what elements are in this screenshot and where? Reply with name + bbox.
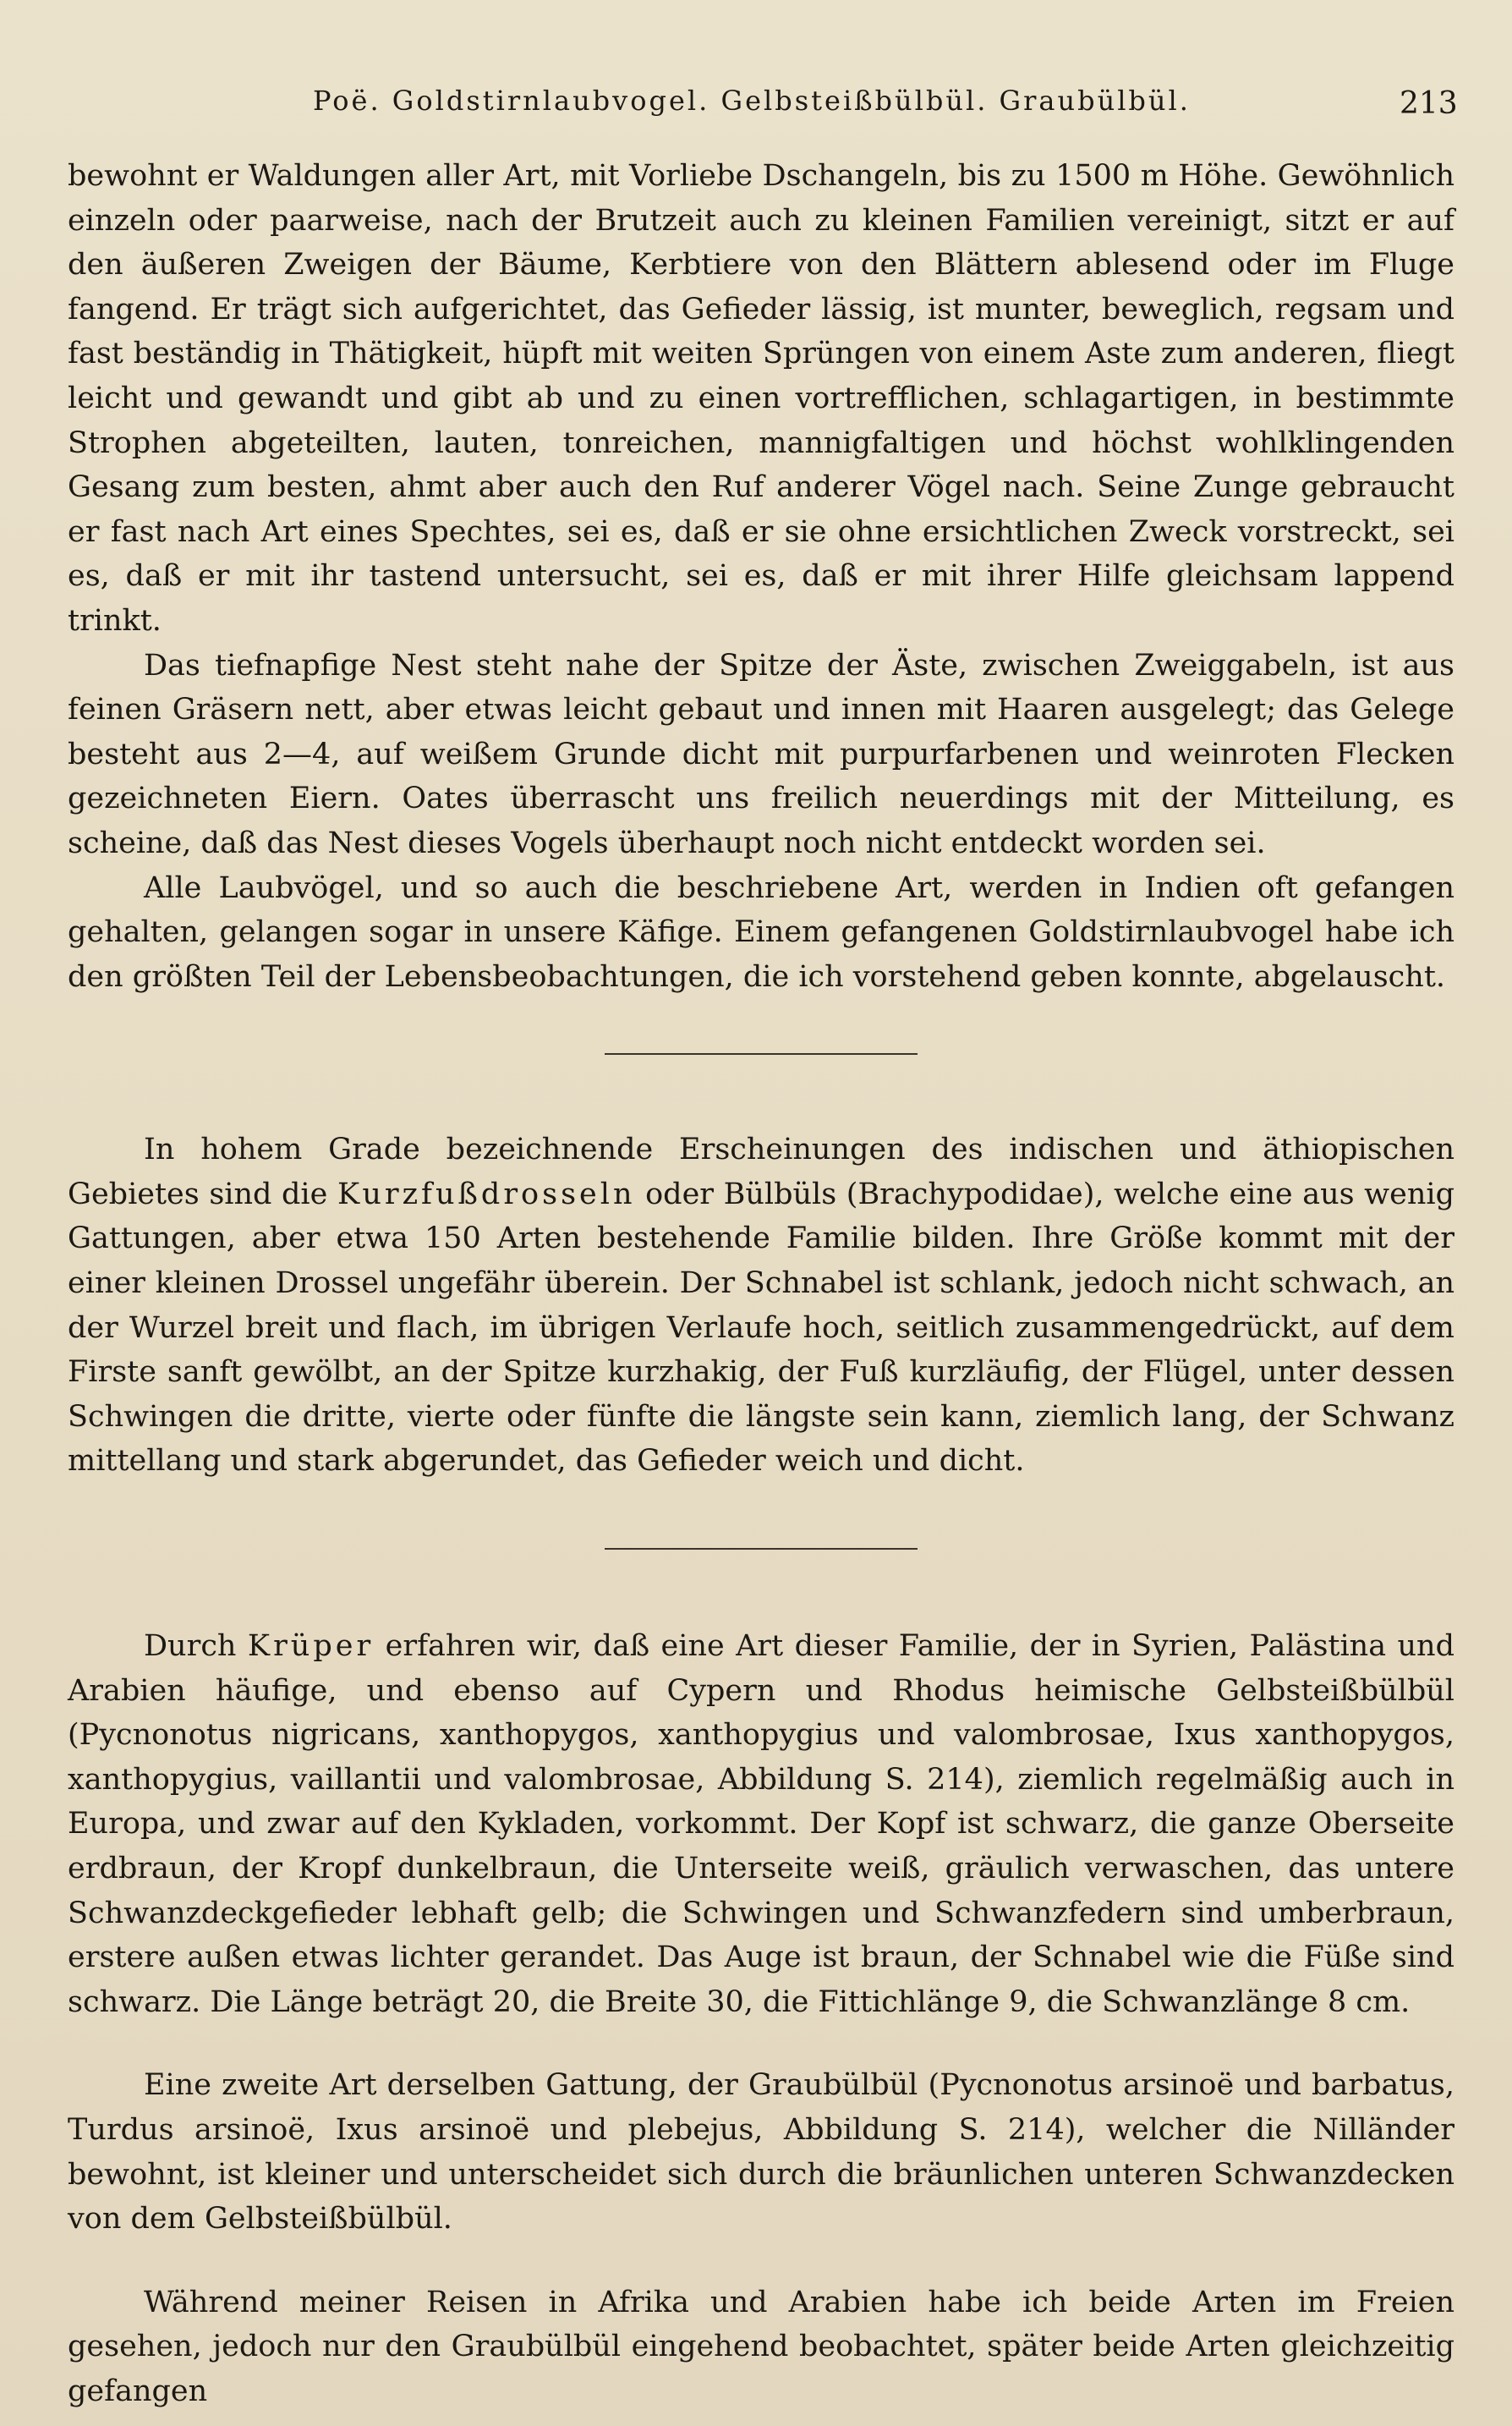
paragraph-continued: bewohnt er Waldungen aller Art, mit Vorliebe Dschangeln, bis zu 1500 m Höhe. Gewöhnlich einzeln oder paarweise, nach der Brutzeit auch zu kleinen Familien vereinigt, sitzt er auf den äußeren Zweigen der Bäume, Kerbtiere von den Blättern ablesend oder im Fluge fangend. Er trägt sich aufgerichtet, das Gefieder lässig, ist munter, beweglich, regsam und fast beständig in Thätigkeit, hüpft mit weiten Sprüngen von einem Aste zum anderen, fliegt leicht und gewandt und gibt ab und zu einen vortrefflichen, schlagartigen, in bestimmte Strophen abgeteilten, lauten, tonreichen, mannigfaltigen und höchst wohlklingenden Gesang zum besten, ahmt aber auch den Ruf anderer Vögel nach. Seine Zunge gebraucht er fast nach Art eines Spechtes, sei es, daß er sie ohne ersichtlichen Zweck vorstreckt, sei es, daß er mit ihr tastend untersucht, sei es, daß er mit ihrer Hilfe gleichsam lappend trinkt. [68, 159, 1454, 638]
paragraph-gelbsteissbuelbuel [68, 1624, 1454, 2024]
section-separator [605, 1548, 918, 1550]
page-number: 213 [1400, 86, 1458, 121]
paragraph-captivity: Alle Laubvögel, und so auch die beschriebene Art, werden in Indien oft gefangen gehalten, gelangen sogar in unsere Käfige. Einem gefangenen Goldstirnlaubvogel habe ich den größten Teil der Lebensbeobachtungen, die ich vorstehend geben konnte, abgelauscht. [68, 870, 1454, 994]
spaced-name: Krüper [247, 1629, 375, 1664]
running-title: Poë. Goldstirnlaubvogel. Gelbsteißbülbül. Graubülbül. [313, 85, 1191, 117]
paragraph-graubuelbuel: Eine zweite Art derselben Gattung, der Graubülbül (Pycnonotus arsinoë und barbatus, Turdus arsinoë, Ixus arsinoë und plebejus, Abbildung S. 214), welcher die Nilländer bewohnt, ist kleiner und unterscheidet sich durch die bräunlichen unteren Schwanzdecken von dem Gelbsteißbülbül. [68, 2068, 1454, 2237]
body-text [68, 154, 1454, 2414]
paragraph-nest: Das tiefnapfige Nest steht nahe der Spitze der Äste, zwischen Zweiggabeln, ist aus feinen Gräsern nett, aber etwas leicht gebaut und innen mit Haaren ausgelegt; das Gelege besteht aus 2—4, auf weißem Grunde dicht mit purpurfarbenen und weinroten Flecken gezeichneten Eiern. Oates überrascht uns freilich neuerdings mit der Mitteilung, es scheine, daß das Nest dieses Vogels überhaupt noch nicht entdeckt worden sei. [68, 648, 1454, 860]
spaced-term: Kurzfußdrosseln [337, 1177, 636, 1211]
text-run: In hohem Grade bezeichnende Erscheinungen des indischen und äthiopischen Gebietes sind die [68, 1133, 1454, 1211]
paragraph-family-description [68, 1128, 1454, 1484]
text-run: oder Bülbüls (Brachypodidae), welche eine aus wenig Gattungen, aber etwa 150 Arten bestehende Familie bilden. Ihre Größe kommt mit der einer kleinen Drossel ungefähr überein. Der Schnabel ist schlank, jedoch nicht schwach, an der Wurzel breit und flach, im übrigen Verlaufe hoch, seitlich zusammengedrückt, auf dem Firste sanft gewölbt, an der Spitze kurzhakig, der Fuß kurzläufig, der Flügel, unter dessen Schwingen die dritte, vierte oder fünfte die längste sein kann, ziemlich lang, der Schwanz mittellang und stark abgerundet, das Gefieder weich und dicht. [68, 1177, 1454, 1479]
section-separator [605, 1053, 918, 1055]
text-run: Durch [144, 1629, 248, 1664]
paragraph-travels: Während meiner Reisen in Afrika und Arabien habe ich beide Arten im Freien gesehen, jedoch nur den Graubülbül eingehend beobachtet, später beide Arten gleichzeitig gefangen [68, 2285, 1454, 2408]
running-head [0, 85, 1512, 135]
text-run: erfahren wir, daß eine Art dieser Familie, der in Syrien, Palästina und Arabien häufige, und ebenso auf Cypern und Rhodus heimische Gelbsteißbülbül (Pycnonotus nigricans, xanthopygos, xanthopygius und valombrosae, Ixus xanthopygos, xanthopygius, vaillantii und valombrosae, Abbildung S. 214), ziemlich regelmäßig auch in Europa, und zwar auf den Kykladen, vorkommt. Der Kopf ist schwarz, die ganze Oberseite erdbraun, der Kropf dunkelbraun, die Unterseite weiß, gräulich verwaschen, das untere Schwanzdeckgefieder lebhaft gelb; die Schwingen und Schwanzfedern sind umberbraun, erstere außen etwas lichter gerandet. Das Auge ist braun, der Schnabel wie die Füße sind schwarz. Die Länge beträgt 20, die Breite 30, die Fittichlänge 9, die Schwanzlänge 8 cm. [68, 1629, 1455, 2019]
